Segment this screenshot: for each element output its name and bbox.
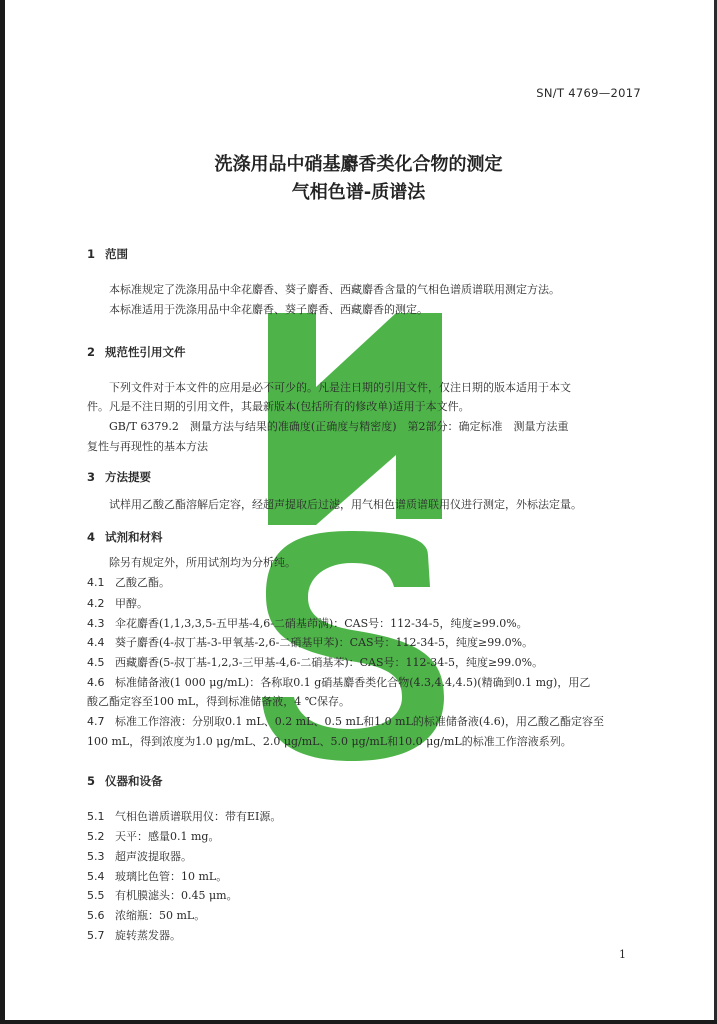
normative-reference-continuation: 复性与再现性的基本方法 xyxy=(87,440,208,453)
page-number: 1 xyxy=(619,948,626,961)
list-item: 4.2 甲醇。 xyxy=(87,597,148,610)
list-item: 5.2 天平：感量0.1 mg。 xyxy=(87,830,220,843)
list-item: 4.5 西藏麝香(5-叔丁基-1,2,3-三甲基-4,6-二硝基苯)：CAS号：112-34-5，纯度≥99.0%。 xyxy=(87,656,544,669)
list-item: 4.7 标准工作溶液：分别取0.1 mL、0.2 mL、0.5 mL和1.0 mL的标准储备液(4.6)，用乙酸乙酯定容至 xyxy=(87,715,604,728)
list-item: 4.3 伞花麝香(1,1,3,3,5-五甲基-4,6-二硝基茚满)：CAS号：112-34-5，纯度≥99.0%。 xyxy=(87,617,528,630)
paragraph: 本标准规定了洗涤用品中伞花麝香、葵子麝香、西藏麝香含量的气相色谱质谱联用测定方法。 xyxy=(109,283,560,296)
list-item-continuation: 100 mL，得到浓度为1.0 μg/mL、2.0 μg/mL、5.0 μg/mL和10.0 μg/mL的标准工作溶液系列。 xyxy=(87,735,572,748)
section-heading-4: 4 试剂和材料 xyxy=(87,530,163,544)
list-item-continuation: 酸乙酯定容至100 mL，得到标准储备液，4 ℃保存。 xyxy=(87,695,351,708)
section-heading-5: 5 仪器和设备 xyxy=(87,774,163,788)
list-item: 5.1 气相色谱质谱联用仪：带有EI源。 xyxy=(87,810,282,823)
list-item: 5.3 超声波提取器。 xyxy=(87,850,192,863)
paragraph: 试样用乙酸乙酯溶解后定容，经超声提取后过滤，用气相色谱质谱联用仪进行测定，外标法定量。 xyxy=(109,498,582,511)
document-subtitle: 气相色谱-质谱法 xyxy=(291,182,426,203)
list-item: 5.6 浓缩瓶：50 mL。 xyxy=(87,909,206,922)
standard-number: SN/T 4769—2017 xyxy=(536,86,641,100)
section-heading-3: 3 方法提要 xyxy=(87,470,151,484)
list-item: 4.1 乙酸乙酯。 xyxy=(87,576,170,589)
paragraph: 本标准适用于洗涤用品中伞花麝香、葵子麝香、西藏麝香的测定。 xyxy=(109,303,428,316)
paragraph: 除另有规定外，所用试剂均为分析纯。 xyxy=(109,556,296,569)
normative-reference: GB/T 6379.2 测量方法与结果的准确度(正确度与精密度) 第2部分：确定标准 测量方法重 xyxy=(109,420,569,433)
list-item: 4.4 葵子麝香(4-叔丁基-3-甲氧基-2,6-二硝基甲苯)：CAS号：112-34-5，纯度≥99.0%。 xyxy=(87,636,534,649)
list-item: 5.4 玻璃比色管：10 mL。 xyxy=(87,870,228,883)
list-item: 5.7 旋转蒸发器。 xyxy=(87,929,181,942)
scan-border-bottom xyxy=(0,1020,717,1024)
section-heading-2: 2 规范性引用文件 xyxy=(87,345,186,359)
document-title: 洗涤用品中硝基麝香类化合物的测定 xyxy=(214,154,503,175)
paragraph: 下列文件对于本文件的应用是必不可少的。凡是注日期的引用文件，仅注日期的版本适用于本文 xyxy=(109,381,571,394)
section-heading-1: 1 范围 xyxy=(87,247,128,261)
list-item: 5.5 有机膜滤头：0.45 μm。 xyxy=(87,889,238,902)
paragraph-continuation: 件。凡是不注日期的引用文件，其最新版本(包括所有的修改单)适用于本文件。 xyxy=(87,400,470,413)
list-item: 4.6 标准储备液(1 000 μg/mL)：各称取0.1 g硝基麝香类化合物(4.3,4.4,4.5)(精确到0.1 mg)，用乙 xyxy=(87,676,591,689)
